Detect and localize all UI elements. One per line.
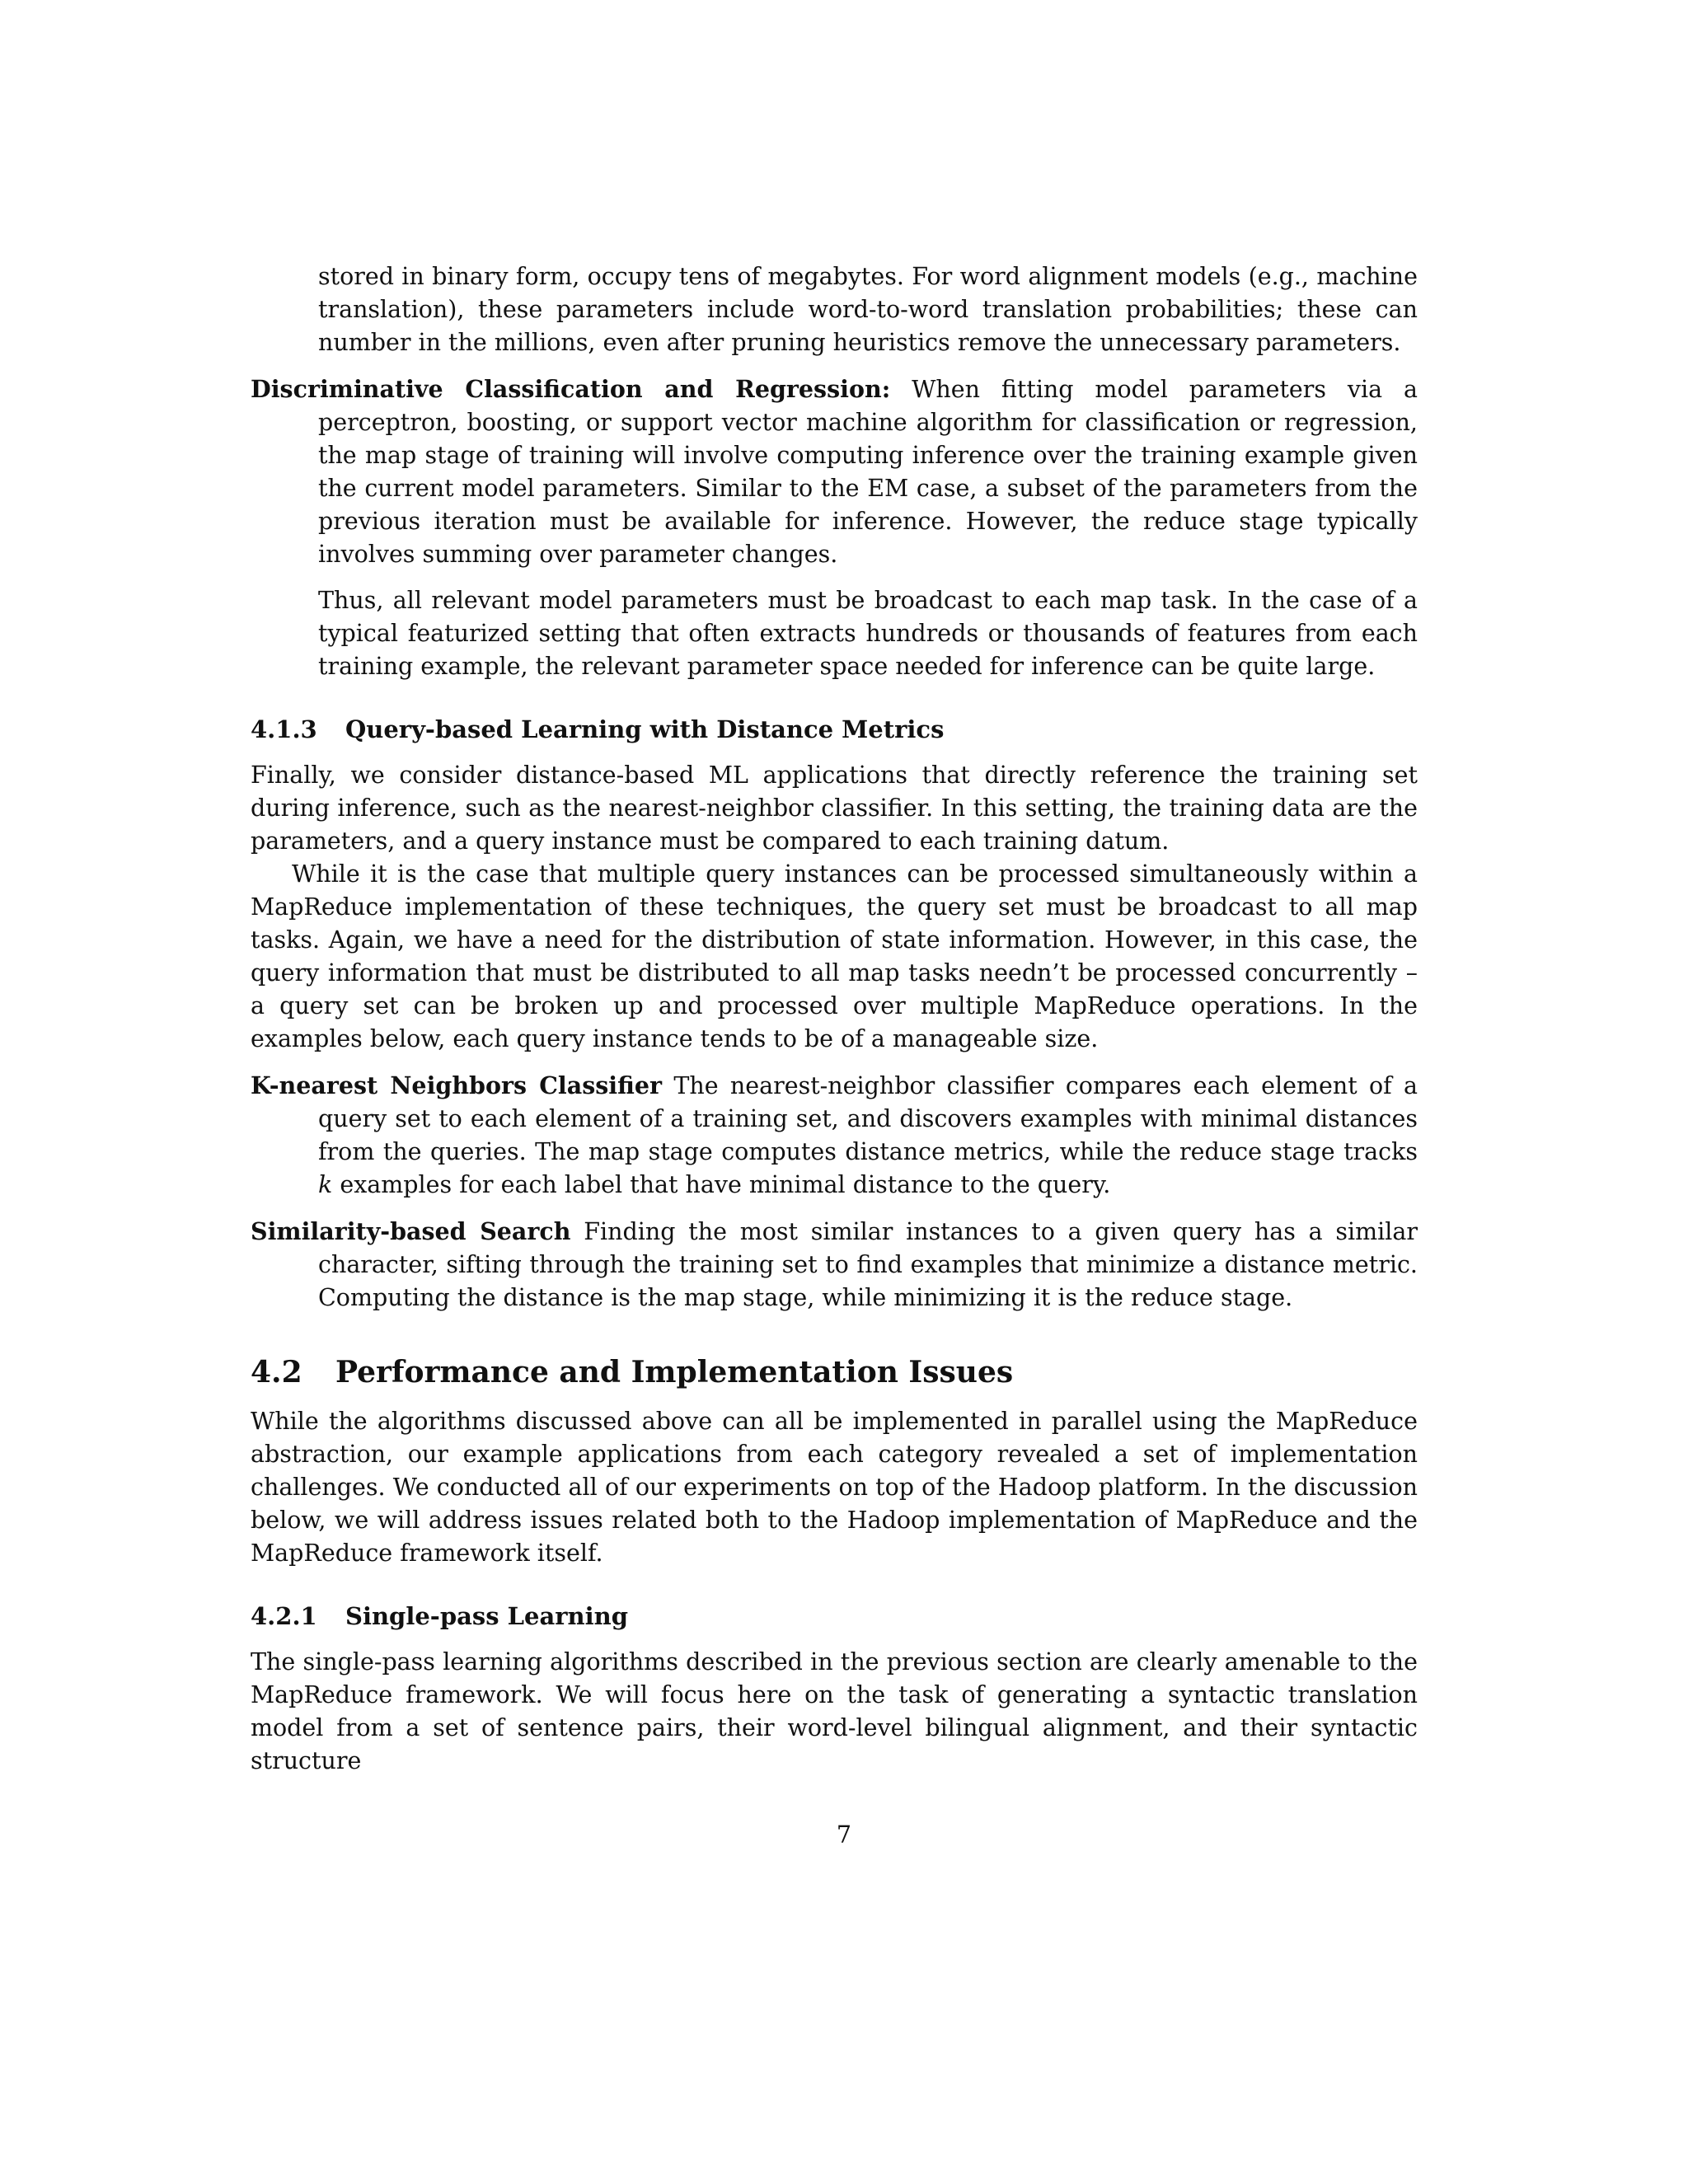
page-body [251, 260, 1418, 1778]
subsection-heading-4-1-3 [251, 713, 1418, 746]
continuation-paragraph: stored in binary form, occupy tens of megabytes. For word alignment models (e.g., machine translation), these parameters include word-to-word translation probabilities; these can number in the millions, even after pruning heuristics remove the unnecessary parameters. [318, 263, 1418, 356]
query-paragraph-1: Finally, we consider distance-based ML applications that directly reference the training set during inference, such as the nearest-neighbor classifier. In this setting, the training data are the parameters, and a query instance must be compared to each training datum. [251, 762, 1418, 855]
page-number: 7 [836, 1821, 852, 1849]
subsection-number: 4.2.1 [251, 1602, 317, 1630]
similarity-term: Similarity-based Search [251, 1217, 571, 1245]
subsection-title: Single-pass Learning [345, 1602, 629, 1630]
subsection-title: Query-based Learning with Distance Metrics [345, 715, 945, 743]
knn-term: K-nearest Neighbors Classifier [251, 1071, 662, 1099]
similarity-item [251, 1215, 1418, 1315]
section-heading-4-2 [251, 1352, 1418, 1392]
discriminative-item [251, 373, 1418, 571]
discriminative-text: When fitting model parameters via a perceptron, boosting, or support vector machine algorithm for classification or regression, the map stage of training will involve computing inference over the training example given the current model parameters. Similar to the EM case, a subset of the parameters from the previous iteration must be available for inference. However, the reduce stage typically involves summing over parameter changes. [318, 376, 1418, 568]
similarity-text: Finding the most similar instances to a given query has a similar character, sifting through the training set to find examples that minimize a distance metric. Computing the distance is the map stage, while minimizing it is the reduce stage. [318, 1218, 1418, 1311]
subsection-number: 4.1.3 [251, 715, 317, 743]
section-number: 4.2 [251, 1355, 302, 1390]
knn-text-1: The nearest-neighbor classifier compares each element of a query set to each element of a training set, and discovers examples with minimal distances from the queries. The map stage computes distance metrics, while the reduce stage tracks [318, 1072, 1418, 1165]
subsection-heading-4-2-1 [251, 1600, 1418, 1633]
section-title: Performance and Implementation Issues [335, 1355, 1014, 1390]
knn-k-variable: k [318, 1171, 333, 1198]
single-pass-paragraph: The single-pass learning algorithms described in the previous section are clearly amenable to the MapReduce framework. We will focus here on the task of generating a syntactic translation model from a set of sentence pairs, their word-level bilingual alignment, and their syntactic structure [251, 1648, 1418, 1774]
knn-item [251, 1069, 1418, 1202]
query-paragraph-2: While it is the case that multiple query instances can be processed simultaneously within a MapReduce implementation of these techniques, the query set must be broadcast to all map tasks. Again, we have a need for the distribution of state information. However, in this case, the query information that must be distributed to all map tasks needn’t be processed concurrently – a query set can be broken up and processed over multiple MapReduce operations. In the examples below, each query instance tends to be of a manageable size. [251, 860, 1418, 1052]
discriminative-continuation: Thus, all relevant model parameters must be broadcast to each map task. In the case of a typical featurized setting that often extracts hundreds or thousands of features from each training example, the relevant parameter space needed for inference can be quite large. [318, 587, 1418, 680]
knn-text-2: examples for each label that have minimal distance to the query. [340, 1171, 1111, 1198]
discriminative-term: Discriminative Classification and Regression: [251, 375, 891, 403]
section-4-2-paragraph: While the algorithms discussed above can all be implemented in parallel using the MapReduce abstraction, our example applications from each category revealed a set of implementation challenges. We conducted all of our experiments on top of the Hadoop platform. In the discussion below, we will address issues related both to the Hadoop implementation of MapReduce and the MapReduce framework itself. [251, 1408, 1418, 1567]
